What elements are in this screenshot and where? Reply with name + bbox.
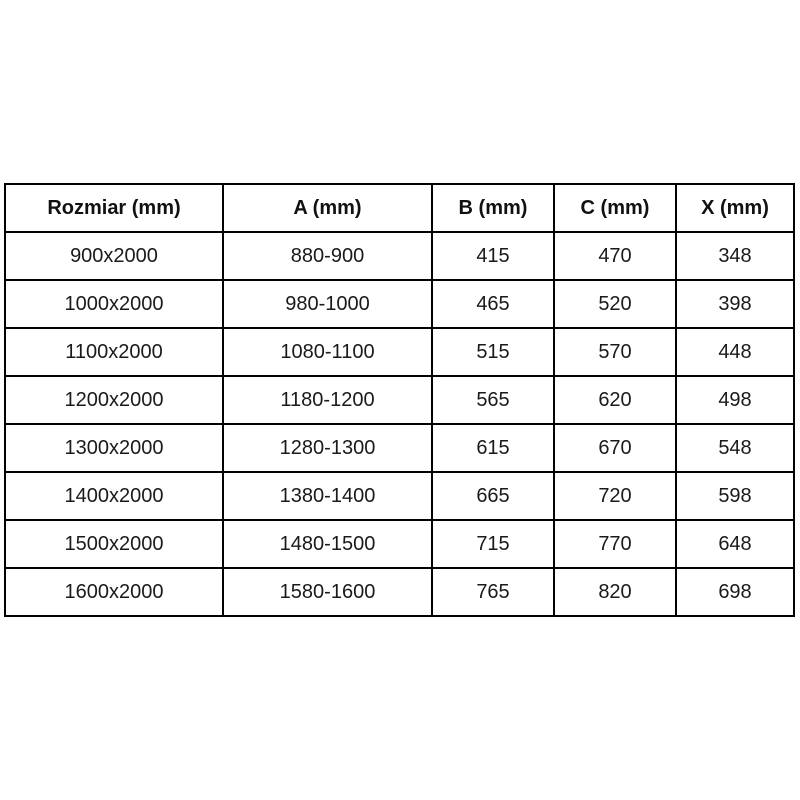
table-header-row [5, 184, 794, 232]
table-row [5, 328, 794, 376]
table-cell: 648 [676, 520, 794, 568]
table-cell: 880-900 [223, 232, 432, 280]
column-header: Rozmiar (mm) [5, 184, 223, 232]
table-cell: 665 [432, 472, 554, 520]
table-cell: 348 [676, 232, 794, 280]
table-cell: 1100x2000 [5, 328, 223, 376]
table-cell: 1380-1400 [223, 472, 432, 520]
table-cell: 670 [554, 424, 676, 472]
table-cell: 698 [676, 568, 794, 616]
table-cell: 765 [432, 568, 554, 616]
table-cell: 1280-1300 [223, 424, 432, 472]
table-cell: 548 [676, 424, 794, 472]
table-cell: 615 [432, 424, 554, 472]
table-cell: 770 [554, 520, 676, 568]
table-row [5, 232, 794, 280]
table-cell: 470 [554, 232, 676, 280]
table-cell: 900x2000 [5, 232, 223, 280]
table-cell: 1600x2000 [5, 568, 223, 616]
table-cell: 515 [432, 328, 554, 376]
table-cell: 820 [554, 568, 676, 616]
table-cell: 465 [432, 280, 554, 328]
table-cell: 1300x2000 [5, 424, 223, 472]
table-cell: 448 [676, 328, 794, 376]
table-cell: 498 [676, 376, 794, 424]
table-cell: 720 [554, 472, 676, 520]
column-header: B (mm) [432, 184, 554, 232]
table-cell: 1080-1100 [223, 328, 432, 376]
table-cell: 1000x2000 [5, 280, 223, 328]
table-row [5, 424, 794, 472]
table-cell: 415 [432, 232, 554, 280]
table-row [5, 376, 794, 424]
table-cell: 980-1000 [223, 280, 432, 328]
table-row [5, 472, 794, 520]
size-specification-table-container [4, 183, 795, 617]
table-cell: 398 [676, 280, 794, 328]
table-cell: 1180-1200 [223, 376, 432, 424]
table-cell: 1200x2000 [5, 376, 223, 424]
table-cell: 1400x2000 [5, 472, 223, 520]
table-cell: 1580-1600 [223, 568, 432, 616]
table-cell: 520 [554, 280, 676, 328]
table-cell: 598 [676, 472, 794, 520]
table-row [5, 568, 794, 616]
column-header: C (mm) [554, 184, 676, 232]
column-header: X (mm) [676, 184, 794, 232]
table-cell: 570 [554, 328, 676, 376]
table-body [5, 232, 794, 616]
column-header: A (mm) [223, 184, 432, 232]
size-specification-table [4, 183, 795, 617]
table-cell: 1480-1500 [223, 520, 432, 568]
table-row [5, 280, 794, 328]
table-row [5, 520, 794, 568]
table-cell: 565 [432, 376, 554, 424]
table-cell: 620 [554, 376, 676, 424]
table-cell: 715 [432, 520, 554, 568]
table-cell: 1500x2000 [5, 520, 223, 568]
table-header [5, 184, 794, 232]
